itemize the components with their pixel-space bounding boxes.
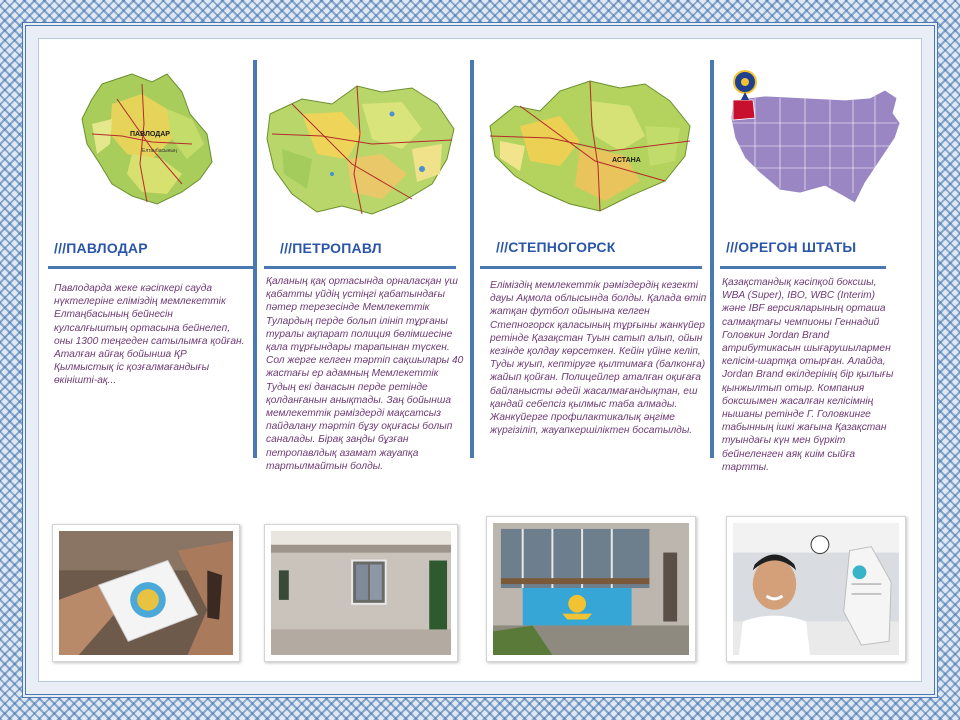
column-text-stepnogorsk: Еліміздің мемлекеттік рәміздердің кезекті дауы Ақмола облысында болды. Қалада өтіп жатқан футбол ойынына келген Степногорск қаласының тұрғыны жанкүйер ретінде Қазақстан Туын сатып алып, ойын кезінде қолдау көрсеткен. Кейін үйіне келіп, Туды жуып, кептіруге қылтимаға (балконға) жайып қойған. Полицейлер аталған оқиғаға байланысты әдейі жасалмағандықтан, еш қандай себепсіз қылмыс таба алмады. Жанкүйерге профилактикалық әңгіме жүргізіліп, жауапкершіліктен босатылды. [490,280,707,437]
usa-oregon-map [725,68,905,216]
building-photo [264,524,458,662]
column-divider [710,60,714,458]
column-heading-stepnogorsk: ///СТЕПНОГОРСК [496,239,616,255]
balcony-flag-photo [486,516,696,662]
pavlodar-map [72,64,222,214]
heading-rule [720,266,886,269]
boxer-sneaker-photo [726,516,906,662]
map-city-sublabel: Елтанбасының [142,148,177,154]
map-city-label: ПАВЛОДАР [130,131,170,138]
column-text-petropavl: Қаланың қақ ортасында орналасқан үш қабатты үйдің үстіңгі қабатындағы пәтер терезесінде Мемлекеттік Тулардың перде болып ілініп тұрғаны туралы ақпарат полиция бөлімшесіне қала тұрғындары тарапынан түскен. Сол жерге келген тәртіп сақшылары 40 жастағы ер адамның Мемлекеттік Тудың екі данасын перде ретінде қолданғанын анықтады. Заң бойынша мемлекеттік рәміздерді мақсатсыз пайдалану тәртіп бұзу оқиғасы болып саналады. Бірақ заңды бұзған петропавлдық азамат жауапқа тартылмайтын болды. [266,276,464,472]
ashtray-photo [52,524,240,662]
column-heading-oregon: ///ОРЕГОН ШТАТЫ [726,239,857,255]
map-city-label: АСТАНА [612,157,641,164]
column-heading-pavlodar: ///ПАВЛОДАР [54,240,148,256]
heading-rule [264,266,456,269]
column-divider [470,60,474,458]
heading-rule [480,266,702,269]
column-text-oregon: Қазақстандық кәсіпқой боксшы, WBA (Super), IBO, WBC (Interim) және IBF версияларының орташа салмақтағы чемпионы Геннадий Головкин Jordan Brand атрибутикасын шығарушылармен келісім-шартқа отырған. Алайда, Jordan Brand өкілдерінің бір қылығы қынжылтып отыр. Компания боксшымен жасалған келісімнің нышаны ретінде Г. Головкинге табынның ішкі жағына Қазақстан туындағы күн мен бүркіт бейнеленген аяқ киім сыйға тартты. [722,277,894,473]
heading-rule [48,266,253,269]
column-text-pavlodar: Павлодарда жеке кәсіпкері сауда нүктелеріне еліміздің мемлекеттік Елтаңбасының бейнесін кулсалғыштың ортасына бейнелеп, оны 1300 теңгеден сатылымға қойған. Аталған айғақ бойынша ҚР Қылмыстық іс қозғалмағандығы өкінішті-ақ... [54,283,245,387]
stepnogorsk-map [480,66,698,218]
column-heading-petropavl: ///ПЕТРОПАВЛ [280,240,382,256]
petropavl-map [262,74,462,222]
column-divider [253,60,257,458]
